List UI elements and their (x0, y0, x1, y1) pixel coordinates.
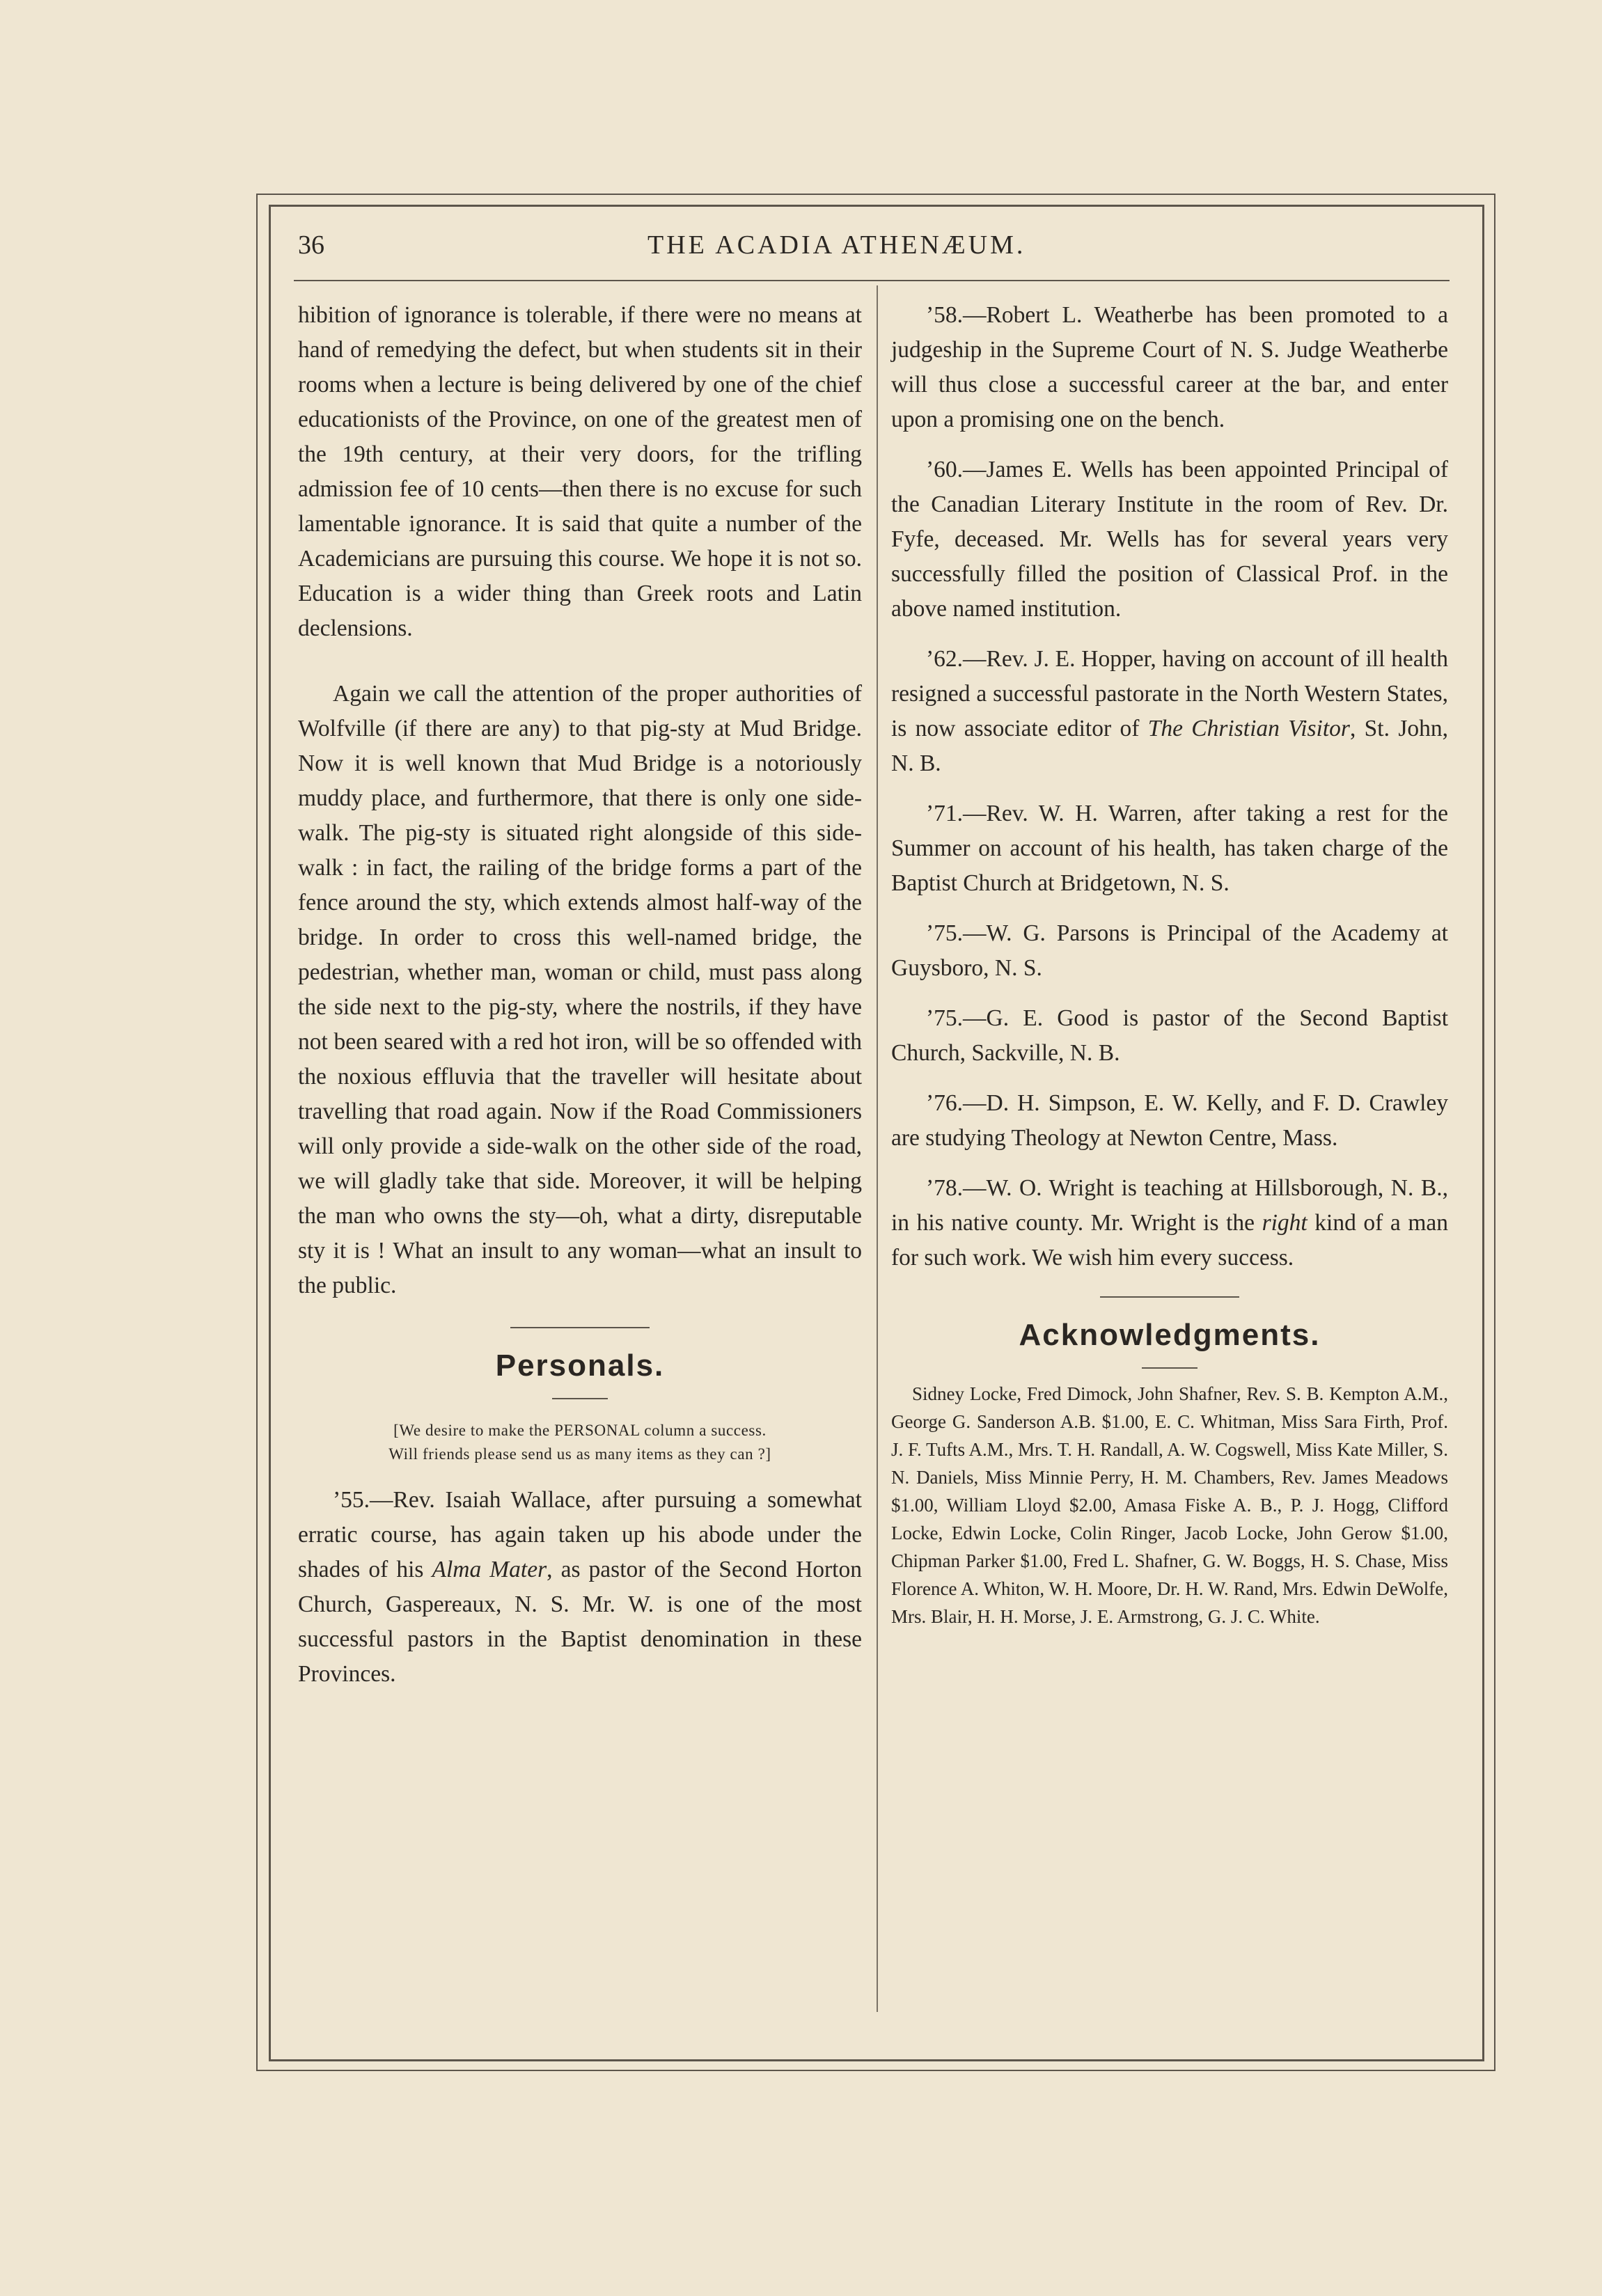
page-number: 36 (298, 230, 324, 260)
running-head-title: THE ACADIA ATHENÆUM. (647, 230, 1026, 260)
personal-item-60: ’60.—James E. Wells has been appointed Principal of the Canadian Literary Institute in the room of Rev. Dr. Fyfe, deceased. Mr. Wells has for several years very successfully filled the position of Classical Prof. in the above named institution. (891, 457, 1448, 622)
personal-item-55-text-b: , as pastor of the Second Horton Church, Gaspereaux, N. S. Mr. W. is one of the most successful pastors in the Baptist denomination in these Provinces. (298, 1557, 862, 1687)
personal-item-62-text-a: ’62.—Rev. J. E. Hopper, having on account of ill health resigned a successful pastorate in the North Western States, is now associate editor of (891, 646, 1448, 741)
personal-item-75a: ’75.—W. G. Parsons is Principal of the Academy at Guysboro, N. S. (891, 920, 1448, 981)
personal-item-62 (891, 642, 1448, 781)
personal-item-55-text-a: ’55.—Rev. Isaiah Wallace, after pursuing a somewhat erratic course, has again taken up his abode under the shades of his (298, 1487, 862, 1582)
section-rule (1100, 1296, 1239, 1298)
personal-item-75b: ’75.—G. E. Good is pastor of the Second Baptist Church, Sackville, N. B. (891, 1005, 1448, 1066)
column-divider (877, 285, 878, 2012)
personal-item-58: ’58.—Robert L. Weatherbe has been promoted to a judgeship in the Supreme Court of N. S. Judge Weatherbe will thus close a successful career at the bar, and enter upon a promising one on the bench. (891, 302, 1448, 432)
left-column (298, 298, 862, 1707)
acknowledgments-list: Sidney Locke, Fred Dimock, John Shafner, Rev. S. B. Kempton A.M., George G. Sanderson A.B. $1.00, E. C. Whitman, Miss Sara Firth, Prof. J. F. Tufts A.M., Mrs. T. H. Randall, A. W. Cogswell, Miss Kate Miller, S. N. Daniels, Miss Minnie Perry, H. M. Chambers, Rev. James Meadows $1.00, William Lloyd $2.00, Amasa Fiske A. B., P. J. Hogg, Clifford Locke, Edwin Locke, Colin Ringer, Jacob Locke, John Gerow $1.00, Chipman Parker $1.00, Fred L. Shafner, G. W. Boggs, H. S. Chase, Miss Florence A. Whiton, W. H. Moore, Dr. H. W. Rand, Mrs. Edwin DeWolfe, Mrs. Blair, H. H. Morse, J. E. Armstrong, G. J. C. White. (891, 1383, 1448, 1627)
section-rule (510, 1327, 650, 1328)
personal-item-78-text-a: ’78.—W. O. Wright is teaching at Hillsborough, N. B., in his native county. Mr. Wright is the (891, 1175, 1448, 1236)
personals-heading: Personals. (495, 1348, 665, 1383)
editorial-paragraph-2: Again we call the attention of the proper authorities of Wolfville (if there are any) to that pig-sty at Mud Bridge. Now it is well known that Mud Bridge is a notoriously muddy place, and furthermore, that there is only one side-walk. The pig-sty is situated right alongside of this side-walk : in fact, the railing of the bridge forms a part of the fence around the sty, which extends almost half-way of the bridge. In order to cross this well-named bridge, the pedestrian, whether man, woman or child, must pass along the side next to the pig-sty, where the nostrils, if they have not been seared with a red hot iron, will be so offended with the noxious effluvia that the traveller will hesitate about travelling that road again. Now if the Road Commissioners will only provide a side-walk on the other side of the road, we will gladly take that side. Moreover, it will be helping the man who owns the sty—oh, what a dirty, disreputable sty it is ! What an insult to any woman—what an insult to the public. (298, 681, 862, 1298)
personal-item-78-text-b: kind of a man for such work. We wish him every success. (891, 1210, 1448, 1271)
acknowledgments-heading: Acknowledgments. (1019, 1318, 1321, 1352)
personals-note-line-1: [We desire to make the PERSONAL column a success. (393, 1422, 767, 1439)
heading-underline (1142, 1367, 1197, 1369)
christian-visitor-italic: The Christian Visitor (1147, 716, 1350, 741)
right-column (891, 298, 1448, 1646)
personal-item-78 (891, 1171, 1448, 1275)
personal-item-76: ’76.—D. H. Simpson, E. W. Kelly, and F. D. Crawley are studying Theology at Newton Centre, Mass. (891, 1090, 1448, 1151)
right-italic: right (1262, 1210, 1307, 1236)
personals-note (298, 1419, 862, 1466)
personal-item-62-text-b: , St. John, N. B. (891, 716, 1448, 776)
header-rule (294, 280, 1450, 281)
alma-mater-italic: Alma Mater (432, 1557, 547, 1582)
personals-note-line-2: Will friends please send us as many items as they can ?] (388, 1445, 771, 1463)
personal-item-55 (298, 1483, 862, 1692)
heading-underline (552, 1398, 608, 1399)
personal-item-71: ’71.—Rev. W. H. Warren, after taking a rest for the Summer on account of his health, has taken charge of the Baptist Church at Bridgetown, N. S. (891, 801, 1448, 896)
editorial-paragraph-1: hibition of ignorance is tolerable, if there were no means at hand of remedying the defect, but when students sit in their rooms when a lecture is being delivered by one of the chief educationists of the Province, on one of the greatest men of the 19th century, at their very doors, for the trifling admission fee of 10 cents—then there is no excuse for such lamentable ignorance. It is said that quite a number of the Academicians are pursuing this course. We hope it is not so. Education is a wider thing than Greek roots and Latin declensions. (298, 302, 862, 641)
